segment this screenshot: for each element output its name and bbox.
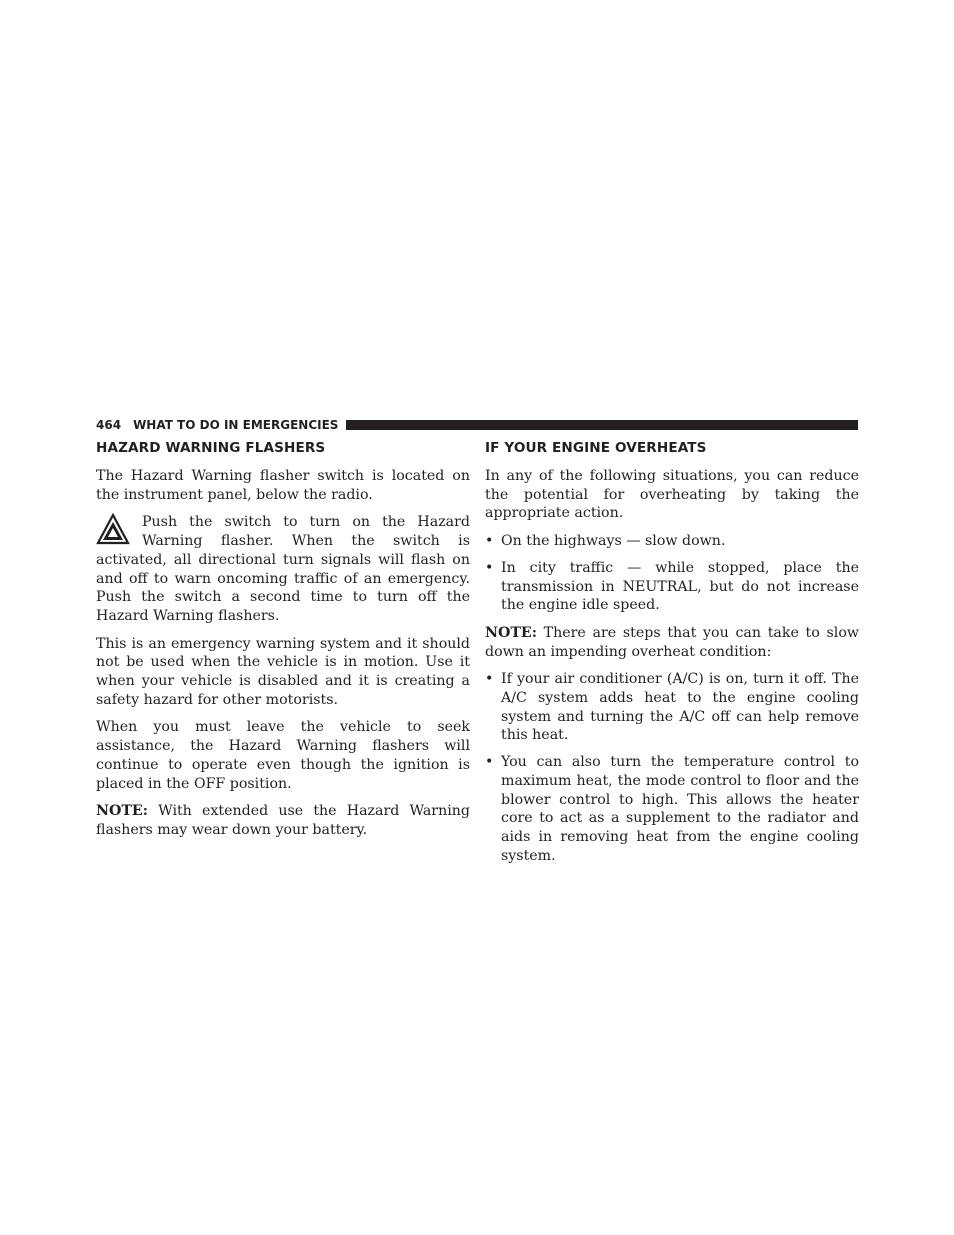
hazard-switch-paragraph bbox=[96, 513, 470, 625]
overheat-actions-list bbox=[485, 532, 859, 615]
list-item: • If your air conditioner (A/C) is on, turn it off. The A/C system adds heat to the engine cooling system and turning the A/C off can help remove this heat. bbox=[485, 670, 859, 745]
hazard-ignition-paragraph: When you must leave the vehicle to seek assistance, the Hazard Warning flashers will continue to operate even though the ignition is placed in the OFF position. bbox=[96, 719, 470, 792]
page-header bbox=[96, 417, 858, 433]
left-column bbox=[96, 438, 470, 849]
overheat-steps-list bbox=[485, 670, 859, 865]
overheat-heading: IF YOUR ENGINE OVERHEATS bbox=[485, 440, 707, 456]
section-title: WHAT TO DO IN EMERGENCIES bbox=[133, 418, 339, 432]
note-label: NOTE: bbox=[485, 624, 537, 641]
hazard-triangle-icon bbox=[96, 513, 130, 547]
hazard-switch-text: Push the switch to turn on the Hazard Warning flasher. When the switch is activated, all directional turn signals will flash on and off to warn oncoming traffic of an emergency. Push the switch a second time to turn off the Hazard Warning flashers. bbox=[96, 514, 470, 624]
overheat-note bbox=[485, 624, 859, 661]
note-text: There are steps that you can take to slow down an impending overheat condition: bbox=[485, 624, 860, 660]
hazard-note bbox=[96, 802, 470, 839]
hazard-location-paragraph: The Hazard Warning flasher switch is located on the instrument panel, below the radio. bbox=[96, 468, 470, 503]
list-item: • On the highways — slow down. bbox=[485, 532, 859, 551]
right-column bbox=[485, 438, 859, 874]
page-number: 464 bbox=[96, 418, 122, 432]
note-text: With extended use the Hazard Warning flashers may wear down your battery. bbox=[96, 803, 470, 838]
list-item: • In city traffic — while stopped, place the transmission in NEUTRAL, but do not increase the engine idle speed. bbox=[485, 559, 859, 615]
header-rule bbox=[346, 420, 858, 430]
note-label: NOTE: bbox=[96, 803, 148, 820]
overheat-intro-paragraph: In any of the following situations, you can reduce the potential for overheating by taking the appropriate action. bbox=[485, 468, 859, 522]
hazard-heading: HAZARD WARNING FLASHERS bbox=[96, 440, 326, 456]
hazard-usage-paragraph: This is an emergency warning system and it should not be used when the vehicle is in motion. Use it when your vehicle is disabled and it is creating a safety hazard for other motorists. bbox=[96, 635, 470, 708]
list-item: • You can also turn the temperature control to maximum heat, the mode control to floor and the blower control to high. This allows the heater core to act as a supplement to the radiator and aids in removing heat from the engine cooling system. bbox=[485, 753, 859, 865]
